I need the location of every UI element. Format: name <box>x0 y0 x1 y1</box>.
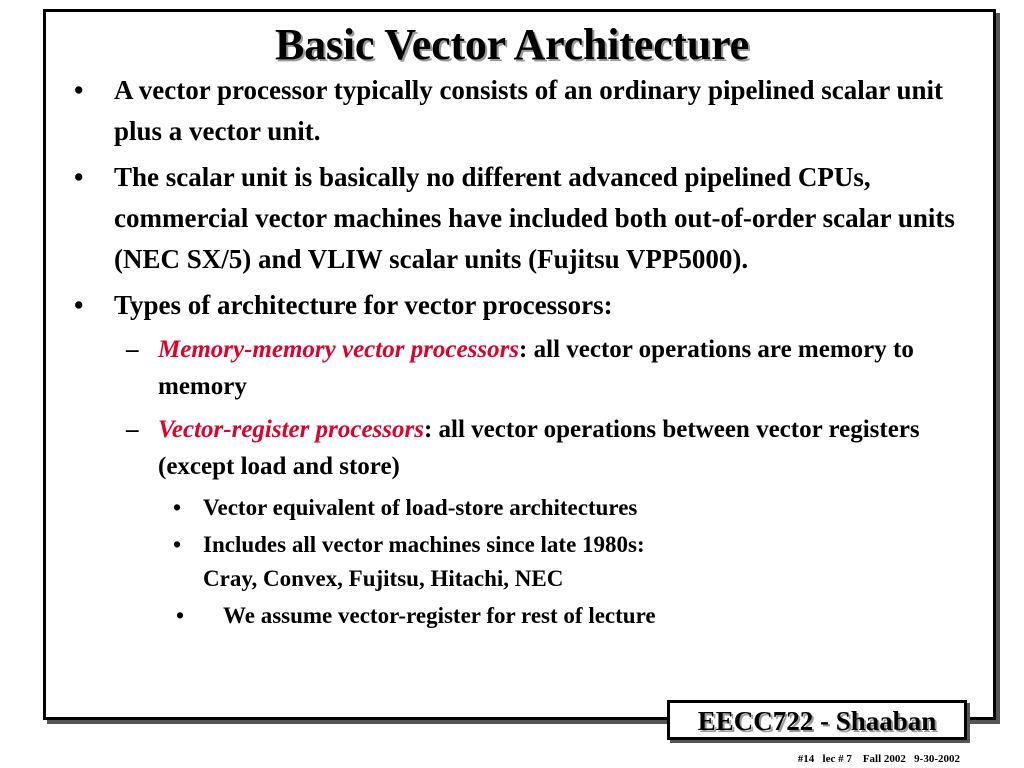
bullet-2 <box>70 157 970 280</box>
bullet-1-text: A vector processor typically consists of an ordinary pipelined scalar unit plus a vector unit. <box>114 75 944 146</box>
sub-bullet-vector-register <box>114 411 970 485</box>
course-label-box <box>667 700 967 740</box>
dash-marker: – <box>126 336 139 363</box>
bullet-3 <box>70 285 970 326</box>
bullet-marker: • <box>74 162 84 192</box>
course-label: EECC722 - Shaaban <box>697 706 937 736</box>
sub-bullet-memory-memory-text: : all vector operations are memory to memory <box>158 336 914 400</box>
sub-sub-bullet-load-store <box>158 491 970 525</box>
bullet-1 <box>70 70 970 152</box>
trailing-bullet <box>158 599 970 633</box>
sub-sub-bullet-machines-list: Cray, Convex, Fujitsu, Hitachi, NEC <box>203 566 564 591</box>
slide-content <box>70 70 970 636</box>
term-memory-memory: Memory-memory vector processors <box>158 336 520 363</box>
slide-title: Basic Vector Architecture <box>274 20 750 69</box>
sub-sub-bullet-machines-text: Includes all vector machines since late 1980s: <box>203 532 645 557</box>
bullet-marker: • <box>176 603 185 628</box>
sub-bullet-memory-memory <box>114 331 970 405</box>
bullet-3-text: Types of architecture for vector processors: <box>114 290 613 320</box>
bullet-marker: • <box>74 75 84 105</box>
bullet-2-text: The scalar unit is basically no different advanced pipelined CPUs, commercial vector machines have included both out-of-order scalar units (NEC SX/5) and VLIW scalar units (Fujitsu VPP5000). <box>114 162 955 274</box>
sub-sub-bullet-load-store-text: Vector equivalent of load-store architectures <box>203 495 638 520</box>
bullet-marker: • <box>173 532 182 557</box>
sub-sub-bullet-machines <box>158 528 970 596</box>
bullet-marker: • <box>173 495 182 520</box>
slide-meta: #14 lec # 7 Fall 2002 9-30-2002 <box>797 753 960 765</box>
dash-marker: – <box>126 416 139 443</box>
term-vector-register: Vector-register processors <box>158 416 424 443</box>
bullet-marker: • <box>74 290 84 320</box>
trailing-bullet-text: We assume vector-register for rest of lecture <box>223 603 656 628</box>
sub-bullet-vector-register-text: : all vector operations between vector registers (except load and store) <box>158 416 920 480</box>
